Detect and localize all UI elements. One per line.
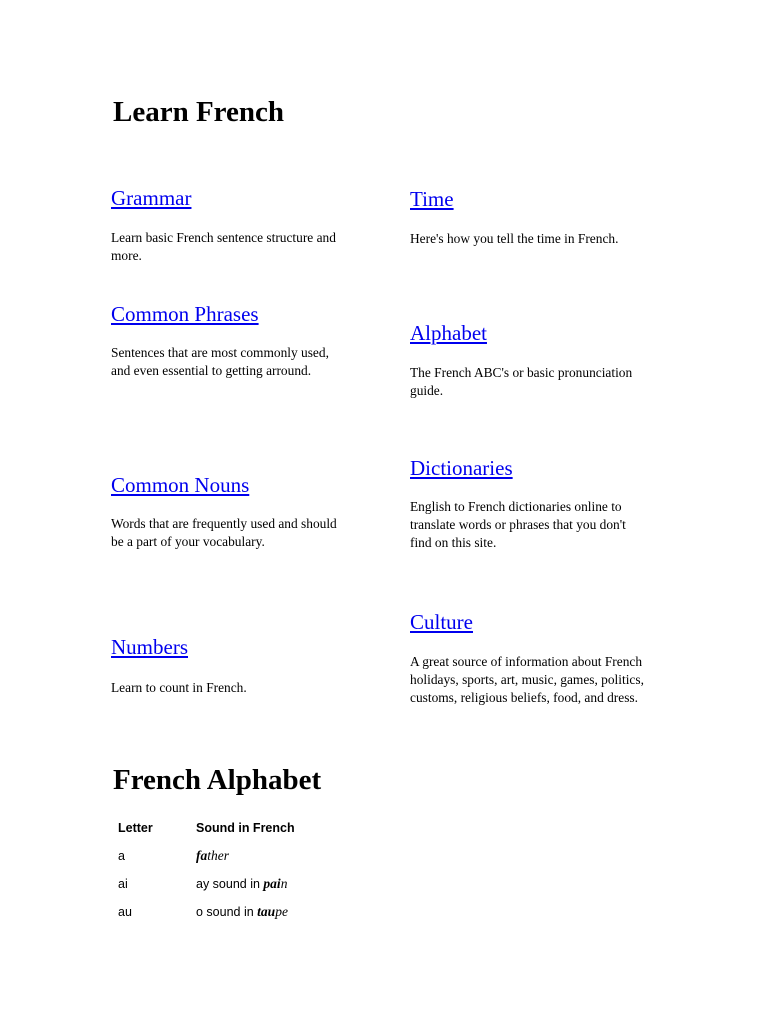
dictionaries-link[interactable]: Dictionaries bbox=[410, 456, 513, 480]
culture-link[interactable]: Culture bbox=[410, 610, 473, 634]
example-stress: pai bbox=[263, 876, 281, 891]
example-stress: tau bbox=[257, 904, 276, 919]
common-phrases-link[interactable]: Common Phrases bbox=[111, 302, 259, 326]
table-row bbox=[113, 870, 376, 898]
sound-prefix: ay sound in bbox=[196, 877, 264, 891]
dictionaries-description: English to French dictionaries online to translate words or phrases that you don't find on this site. bbox=[410, 499, 626, 550]
numbers-description: Learn to count in French. bbox=[111, 680, 247, 695]
time-description: Here's how you tell the time in French. bbox=[410, 231, 619, 246]
grammar-description: Learn basic French sentence structure and more. bbox=[111, 230, 336, 263]
time-link[interactable]: Time bbox=[410, 187, 454, 211]
example-rest: pe bbox=[275, 904, 288, 919]
example-rest: ther bbox=[207, 848, 229, 863]
topic-culture bbox=[410, 609, 650, 707]
letter-cell: ai bbox=[118, 877, 128, 891]
example-stress: fa bbox=[196, 848, 208, 863]
table-row bbox=[113, 898, 376, 926]
grammar-link[interactable]: Grammar bbox=[111, 186, 192, 210]
table-header-row bbox=[113, 814, 376, 842]
topic-numbers bbox=[111, 634, 351, 697]
topic-grammar bbox=[111, 185, 351, 265]
letter-cell: au bbox=[118, 905, 132, 919]
numbers-link[interactable]: Numbers bbox=[111, 635, 188, 659]
alphabet-link[interactable]: Alphabet bbox=[410, 321, 487, 345]
example-word bbox=[263, 876, 287, 891]
topic-alphabet bbox=[410, 320, 650, 400]
page-title: Learn French bbox=[113, 96, 285, 128]
letter-column-header: Letter bbox=[118, 821, 153, 835]
sound-prefix: o sound in bbox=[196, 905, 258, 919]
example-word bbox=[196, 848, 229, 863]
example-rest: n bbox=[280, 876, 288, 891]
table-row bbox=[113, 842, 376, 870]
common-phrases-description: Sentences that are most commonly used, and even essential to getting arround. bbox=[111, 345, 329, 378]
letter-cell: a bbox=[118, 849, 125, 863]
french-alphabet-title: French Alphabet bbox=[113, 764, 322, 796]
common-nouns-link[interactable]: Common Nouns bbox=[111, 473, 250, 497]
topic-common-phrases bbox=[111, 301, 351, 380]
topic-common-nouns bbox=[111, 472, 351, 551]
alphabet-table bbox=[113, 814, 376, 926]
sound-column-header: Sound in French bbox=[196, 821, 295, 835]
sound-cell bbox=[191, 842, 376, 870]
common-nouns-description: Words that are frequently used and should be a part of your vocabulary. bbox=[111, 516, 337, 549]
example-word bbox=[257, 904, 288, 919]
topic-time bbox=[410, 186, 650, 248]
alphabet-description: The French ABC's or basic pronunciation guide. bbox=[410, 365, 633, 398]
topic-dictionaries bbox=[410, 455, 650, 552]
culture-description: A great source of information about French holidays, sports, art, music, games, politics, customs, religious beliefs, food, and dress. bbox=[410, 654, 644, 705]
sound-cell bbox=[191, 870, 376, 898]
sound-cell bbox=[191, 898, 376, 926]
